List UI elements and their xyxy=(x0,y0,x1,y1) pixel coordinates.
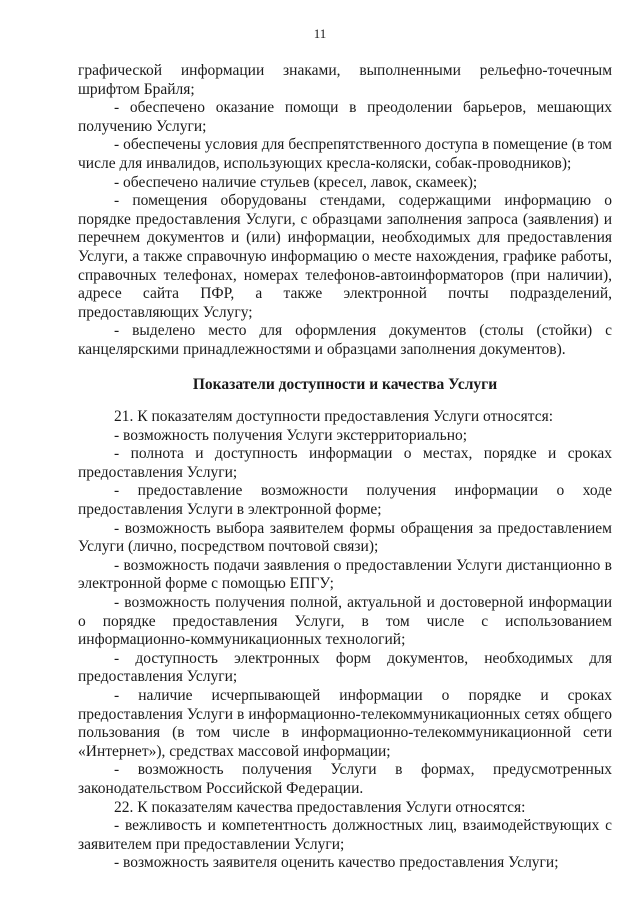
paragraph: - возможность заявителя оценить качество предоставления Услуги; xyxy=(114,854,559,872)
paragraph: - обеспечены условия для беспрепятственного доступа в помещение (в том числе для инвалидов, использующих кресла-коляски, собак-проводников); xyxy=(78,136,612,172)
paragraph: 21. К показателям доступности предоставления Услуги относятся: xyxy=(114,408,554,426)
paragraph: - доступность электронных форм документов, необходимых для предоставления Услуги; xyxy=(78,649,612,686)
section-quality-indicators xyxy=(78,408,612,873)
paragraph: - возможность получения Услуги экстерриториально; xyxy=(114,426,468,444)
paragraph: - возможность подачи заявления о предоставлении Услуги дистанционно в электронной форме с помощью ЕПГУ; xyxy=(78,556,612,593)
paragraph: - возможность получения Услуги в формах, предусмотренных законодательством Российской Федерации. xyxy=(78,761,612,797)
paragraph: - полнота и доступность информации о местах, порядке и сроках предоставления Услуги; xyxy=(78,445,612,481)
paragraph: - обеспечено наличие стульев (кресел, лавок, скамеек); xyxy=(114,173,478,191)
paragraph: - помещения оборудованы стендами, содержащими информацию о порядке предоставления Услуги, с образцами заполнения запроса (заявления) и перечнем документов и (или) информации, необходимых для предоставления Услуги, а также справочную информацию о месте нахождения, графике работы, справочных телефонах, номерах телефонов-автоинформаторов (при наличии), адресе сайта ПФР, а также электронной почты подразделений, предоставляющих Услугу; xyxy=(78,192,612,321)
section-heading: Показатели доступности и качества Услуги xyxy=(192,375,498,393)
paragraph: - возможность выбора заявителем формы обращения за предоставлением Услуги (лично, посредством почтовой связи); xyxy=(78,519,612,556)
paragraph: - вежливость и компетентность должностных лиц, взаимодействующих с заявителем при предоставлении Услуги; xyxy=(78,817,612,853)
paragraph: - обеспечено оказание помощи в преодолении барьеров, мешающих получению Услуги; xyxy=(78,99,612,135)
paragraph: - возможность получения полной, актуальной и достоверной информации о порядке предоставления Услуги, в том числе с использованием информационно-коммуникационных технологий; xyxy=(78,594,612,649)
paragraph: - наличие исчерпывающей информации о порядке и сроках предоставления Услуги в информационно-телекоммуникационных сетях общего пользования (в том числе в информационно-телекоммуникационной сети «Интернет»), средствах массовой информации; xyxy=(78,687,612,760)
paragraph: - предоставление возможности получения информации о ходе предоставления Услуги в электронной форме; xyxy=(78,482,612,519)
paragraph: графической информации знаками, выполненными рельефно-точечным шрифтом Брайля; xyxy=(78,62,612,98)
paragraph: 22. К показателям качества предоставления Услуги относятся: xyxy=(114,798,526,816)
page-number: 11 xyxy=(313,26,327,41)
page-content xyxy=(78,62,612,873)
paragraph: - выделено место для оформления документов (столы (стойки) с канцелярскими принадлежностями и образцами заполнения документов). xyxy=(78,322,612,358)
section-accessibility-conditions xyxy=(78,62,612,360)
